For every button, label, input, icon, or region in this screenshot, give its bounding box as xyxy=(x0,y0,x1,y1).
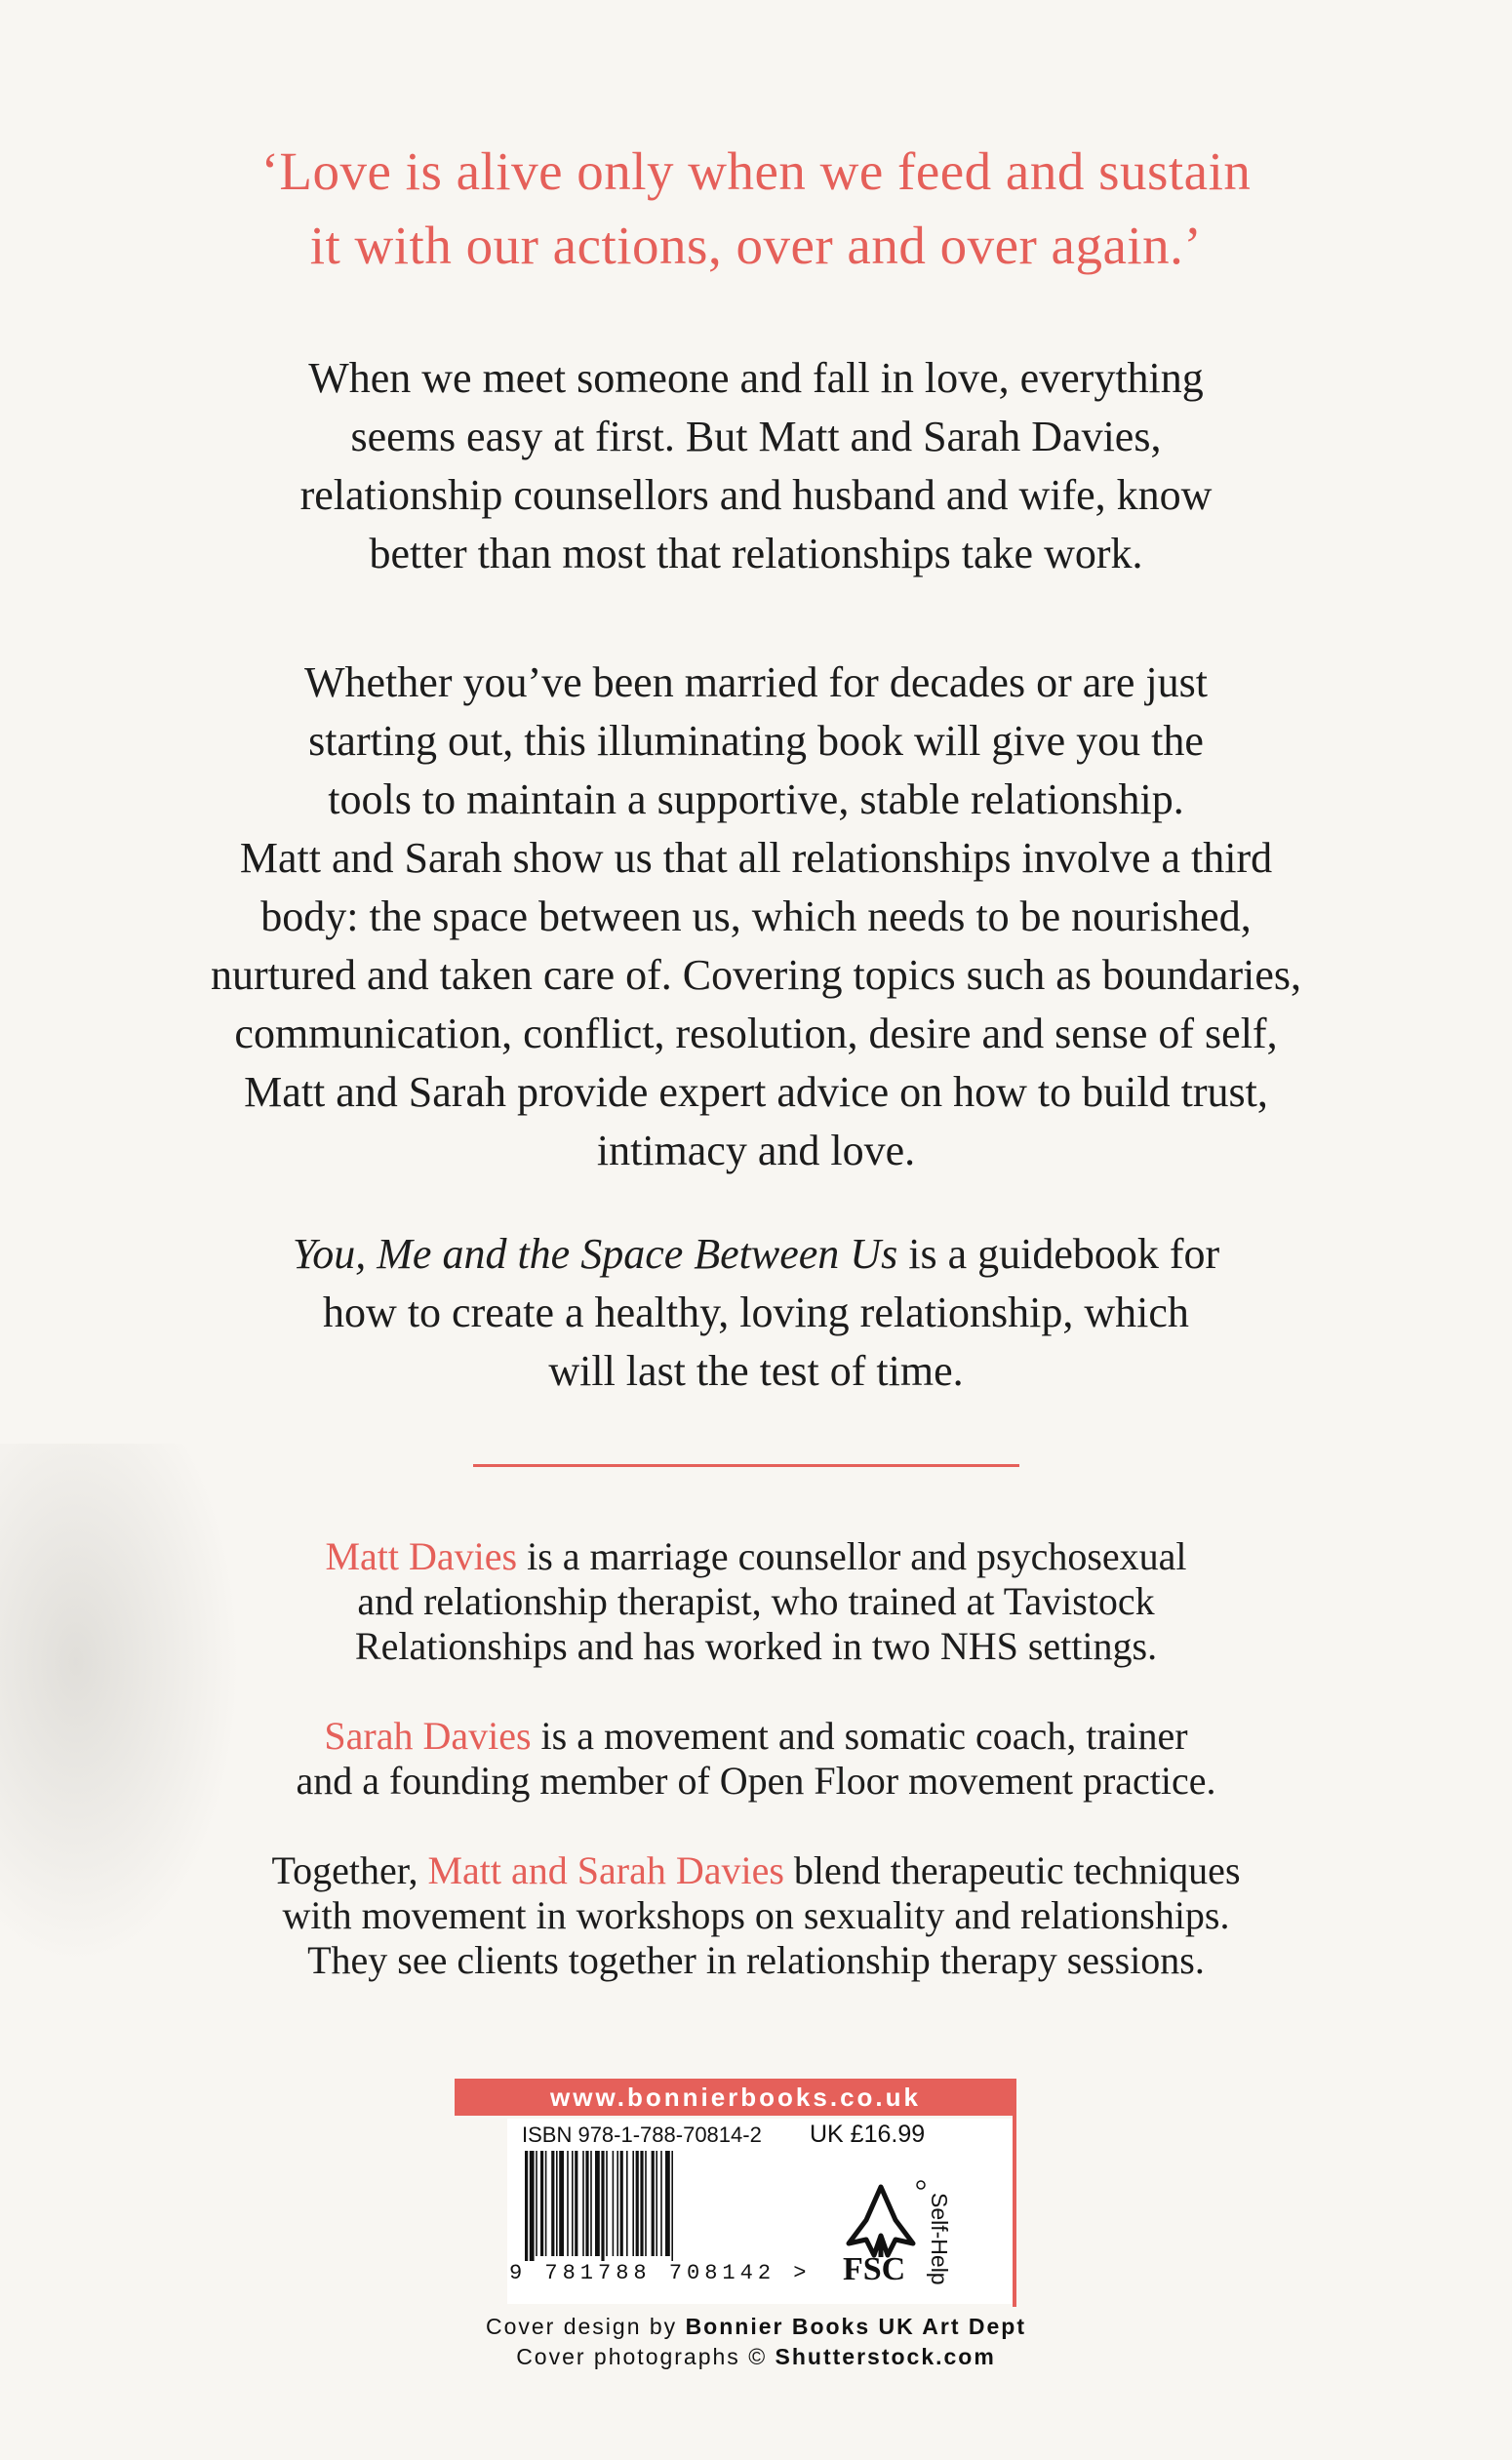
blurb-line: body: the space between us, which needs to be nourished, xyxy=(260,893,1252,940)
credit-text: Cover photographs © xyxy=(516,2344,776,2369)
barcode-bar xyxy=(632,2151,634,2256)
barcode-bar xyxy=(613,2151,615,2256)
accent-rule xyxy=(1013,2079,1016,2307)
barcode-bar xyxy=(590,2151,592,2256)
bio-matt xyxy=(0,1534,1512,1669)
blurb-text: is a guidebook for xyxy=(897,1230,1220,1278)
bio-sarah xyxy=(0,1714,1512,1804)
bio-line xyxy=(0,1714,1512,1759)
blurb-line xyxy=(0,1225,1512,1284)
publisher-url[interactable]: www.bonnierbooks.co.uk xyxy=(455,2079,1016,2116)
author-names: Matt and Sarah Davies xyxy=(427,1848,784,1892)
barcode-bar xyxy=(652,2151,655,2256)
barcode-bar xyxy=(536,2151,537,2256)
barcode-bar xyxy=(606,2151,608,2256)
credit-name: Shutterstock.com xyxy=(775,2344,996,2369)
quote-line: ‘Love is alive only when we feed and sustain xyxy=(260,141,1252,201)
barcode-digits: 9 781788 708142 > xyxy=(509,2261,812,2285)
bio-line xyxy=(0,1534,1512,1579)
blurb-line: tools to maintain a supportive, stable relationship. xyxy=(328,775,1184,823)
blurb-line: better than most that relationships take work. xyxy=(369,530,1143,577)
barcode-bar xyxy=(671,2151,673,2268)
barcode-bar xyxy=(665,2151,670,2256)
bio-line: with movement in workshops on sexuality and relationships. xyxy=(282,1893,1230,1937)
barcode-bar xyxy=(617,2151,618,2256)
section-divider xyxy=(473,1464,1019,1467)
blurb-paragraph-2 xyxy=(0,654,1512,1180)
barcode-bar xyxy=(620,2151,623,2256)
barcode-bar xyxy=(559,2151,564,2256)
barcode-bar xyxy=(645,2151,647,2256)
credit-line xyxy=(0,2312,1512,2342)
barcode-bar xyxy=(582,2151,584,2256)
barcode-icon xyxy=(525,2151,796,2268)
blurb-paragraph-3 xyxy=(0,1225,1512,1401)
barcode-bar xyxy=(551,2151,554,2256)
credit-name: Bonnier Books UK Art Dept xyxy=(685,2314,1027,2339)
bio-line xyxy=(0,1848,1512,1893)
bio-line: Relationships and has worked in two NHS settings. xyxy=(354,1624,1158,1668)
blurb-line: will last the test of time. xyxy=(548,1347,964,1395)
blurb-line: how to create a healthy, loving relationship, which xyxy=(323,1289,1189,1336)
barcode-bar xyxy=(572,2151,574,2256)
blurb-line: Matt and Sarah show us that all relationships involve a third xyxy=(239,834,1273,882)
blurb-line: intimacy and love. xyxy=(596,1127,916,1174)
credit-line xyxy=(0,2342,1512,2372)
category-label: Self-Help xyxy=(927,2193,952,2285)
barcode-bar xyxy=(626,2151,628,2256)
barcode-bar xyxy=(567,2151,569,2256)
blurb-line: nurtured and taken care of. Covering topics such as boundaries, xyxy=(211,951,1301,999)
blurb-line: seems easy at first. But Matt and Sarah Davies, xyxy=(350,413,1162,460)
bio-together xyxy=(0,1848,1512,1983)
cover-credits xyxy=(0,2312,1512,2372)
barcode-bar xyxy=(660,2151,662,2256)
barcode-bar xyxy=(636,2151,639,2256)
barcode-bar xyxy=(530,2151,535,2268)
author-name: Sarah Davies xyxy=(324,1714,532,1758)
barcode-bar xyxy=(640,2151,643,2256)
barcode-bar xyxy=(545,2151,547,2256)
barcode-bar xyxy=(525,2151,528,2268)
quote-line: it with our actions, over and over again.’ xyxy=(309,216,1203,275)
barcode-bar xyxy=(575,2151,577,2256)
credit-text: Cover design by xyxy=(485,2314,686,2339)
blurb-line: communication, conflict, resolution, desire and sense of self, xyxy=(234,1010,1278,1057)
bio-text: is a movement and somatic coach, trainer xyxy=(531,1714,1188,1758)
barcode-bar xyxy=(595,2151,600,2256)
author-name: Matt Davies xyxy=(325,1534,518,1578)
barcode-bar xyxy=(585,2151,588,2256)
price-text: UK £16.99 xyxy=(810,2121,926,2148)
barcode-bar xyxy=(656,2151,657,2256)
bio-text: Together, xyxy=(271,1848,428,1892)
bio-line: and relationship therapist, who trained at Tavistock xyxy=(357,1579,1155,1623)
barcode-bar xyxy=(540,2151,543,2256)
book-title: You, Me and the Space Between Us xyxy=(292,1230,898,1278)
bio-line: They see clients together in relationship therapy sessions. xyxy=(307,1938,1205,1982)
bio-text: blend therapeutic techniques xyxy=(783,1848,1241,1892)
blurb-line: Matt and Sarah provide expert advice on how to build trust, xyxy=(244,1068,1268,1116)
blurb-line: Whether you’ve been married for decades or are just xyxy=(304,658,1208,706)
blurb-paragraph-1 xyxy=(0,349,1512,583)
barcode-bar xyxy=(556,2151,558,2256)
barcode-bar xyxy=(601,2151,604,2268)
pull-quote xyxy=(0,135,1512,283)
bio-line: and a founding member of Open Floor movement practice. xyxy=(296,1759,1216,1803)
fsc-label: FSC xyxy=(843,2251,906,2287)
isbn-text: ISBN 978-1-788-70814-2 xyxy=(522,2123,762,2147)
bio-text: is a marriage counsellor and psychosexual xyxy=(517,1534,1187,1578)
blurb-line: relationship counsellors and husband and wife, know xyxy=(299,471,1213,519)
blurb-line: When we meet someone and fall in love, everything xyxy=(308,354,1204,402)
blurb-line: starting out, this illuminating book will give you the xyxy=(308,717,1204,765)
